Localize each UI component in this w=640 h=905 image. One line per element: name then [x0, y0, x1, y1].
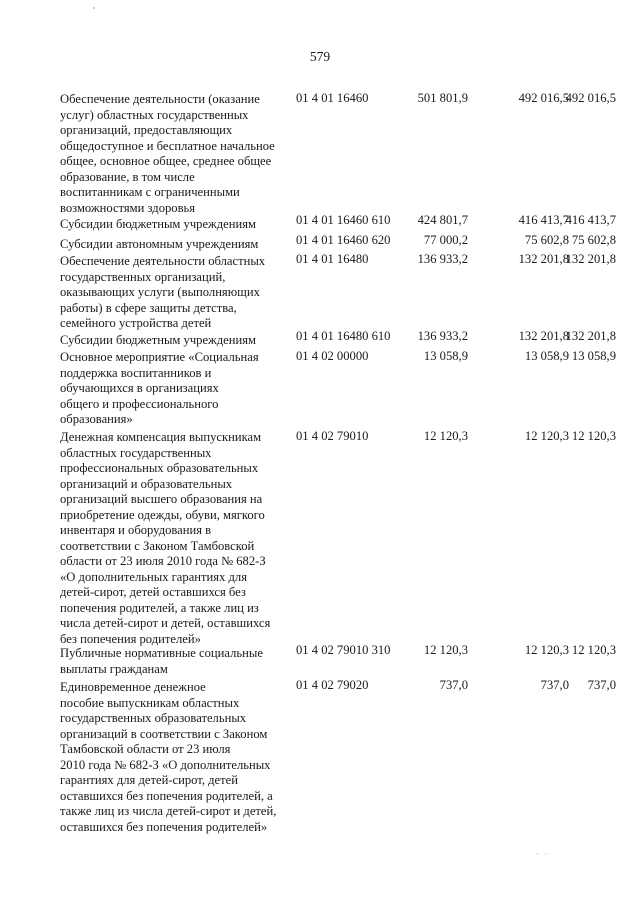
- row-description: Субсидии бюджетным учреждениям: [60, 333, 256, 347]
- row-description: Денежная компенсация выпускникам областных государственных профессиональных образовательных организаций и образовательных организаций высшего образования на приобретение одежды, обуви, мягкого инвентаря и оборудования в соответствии с Законом Тамбовской области от 23 июля 2010 года № 682-З «О дополнительных гарантиях для детей-сирот, детей оставшихся без попечения родителей, а также лиц из числа детей-сирот и детей, оставшихся без попечения родителей»: [60, 430, 271, 646]
- row-value-3: 737,0: [587, 678, 616, 692]
- row-value-2: 12 120,3: [524, 643, 569, 657]
- row-code: 01 4 02 00000: [296, 349, 369, 363]
- row-description: Единовременное денежное пособие выпускникам областных государственных образовательных организаций в соответствии с Законом Тамбовской области от 23 июля 2010 года № 682-З «О дополнительных гарантиях для детей-сирот, детей оставшихся без попечения родителей, а также лиц из числа детей-сирот и детей, оставшихся без попечения родителей»: [60, 680, 277, 834]
- row-code: 01 4 01 16460 610: [296, 213, 391, 227]
- row-value-3: 132 201,8: [565, 329, 616, 343]
- row-description: Обеспечение деятельности областных государственных организаций, оказывающих услуги (выполняющих работы) в сфере защиты детства, семейного устройства детей: [60, 254, 266, 330]
- row-value-1: 12 120,3: [423, 643, 468, 657]
- row-value-3: 132 201,8: [565, 252, 616, 266]
- row-description: Публичные нормативные социальные выплаты гражданам: [60, 646, 263, 676]
- row-code: 01 4 02 79020: [296, 678, 369, 692]
- row-value-1: 501 801,9: [417, 91, 468, 105]
- row-value-3: 75 602,8: [571, 233, 616, 247]
- row-value-1: 12 120,3: [423, 429, 468, 443]
- row-value-3: 416 413,7: [565, 213, 616, 227]
- row-description: Основное мероприятие «Социальная поддержка воспитанников и обучающихся в организациях общего и профессионального образования»: [60, 350, 259, 426]
- row-value-2: 132 201,8: [518, 329, 569, 343]
- row-code: 01 4 02 79010 310: [296, 643, 391, 657]
- row-value-3: 12 120,3: [571, 429, 616, 443]
- row-value-2: 737,0: [540, 678, 569, 692]
- row-description: Субсидии бюджетным учреждениям: [60, 217, 256, 231]
- row-value-1: 13 058,9: [423, 349, 468, 363]
- row-code: 01 4 01 16480: [296, 252, 369, 266]
- row-code: 01 4 01 16460 620: [296, 233, 391, 247]
- row-value-2: 12 120,3: [524, 429, 569, 443]
- row-value-2: 492 016,5: [518, 91, 569, 105]
- scan-specks: · ·: [536, 850, 550, 859]
- row-value-2: 13 058,9: [524, 349, 569, 363]
- row-code: 01 4 01 16460: [296, 91, 369, 105]
- row-value-1: 424 801,7: [417, 213, 468, 227]
- row-value-1: 77 000,2: [423, 233, 468, 247]
- row-description: Обеспечение деятельности (оказание услуг) областных государственных организаций, предоставляющих общедоступное и бесплатное начальное общее, основное общее, среднее общее образование, в том числе воспитанникам с ограниченными возможностями здоровья: [60, 92, 275, 215]
- row-value-2: 132 201,8: [518, 252, 569, 266]
- row-value-2: 416 413,7: [518, 213, 569, 227]
- row-value-2: 75 602,8: [524, 233, 569, 247]
- row-value-1: 136 933,2: [417, 329, 468, 343]
- row-value-3: 12 120,3: [571, 643, 616, 657]
- row-code: 01 4 01 16480 610: [296, 329, 391, 343]
- row-code: 01 4 02 79010: [296, 429, 369, 443]
- row-value-1: 136 933,2: [417, 252, 468, 266]
- row-value-1: 737,0: [439, 678, 468, 692]
- row-description: Субсидии автономным учреждениям: [60, 237, 259, 251]
- page-number: 579: [309, 49, 331, 64]
- row-value-3: 492 016,5: [565, 91, 616, 105]
- row-value-3: 13 058,9: [571, 349, 616, 363]
